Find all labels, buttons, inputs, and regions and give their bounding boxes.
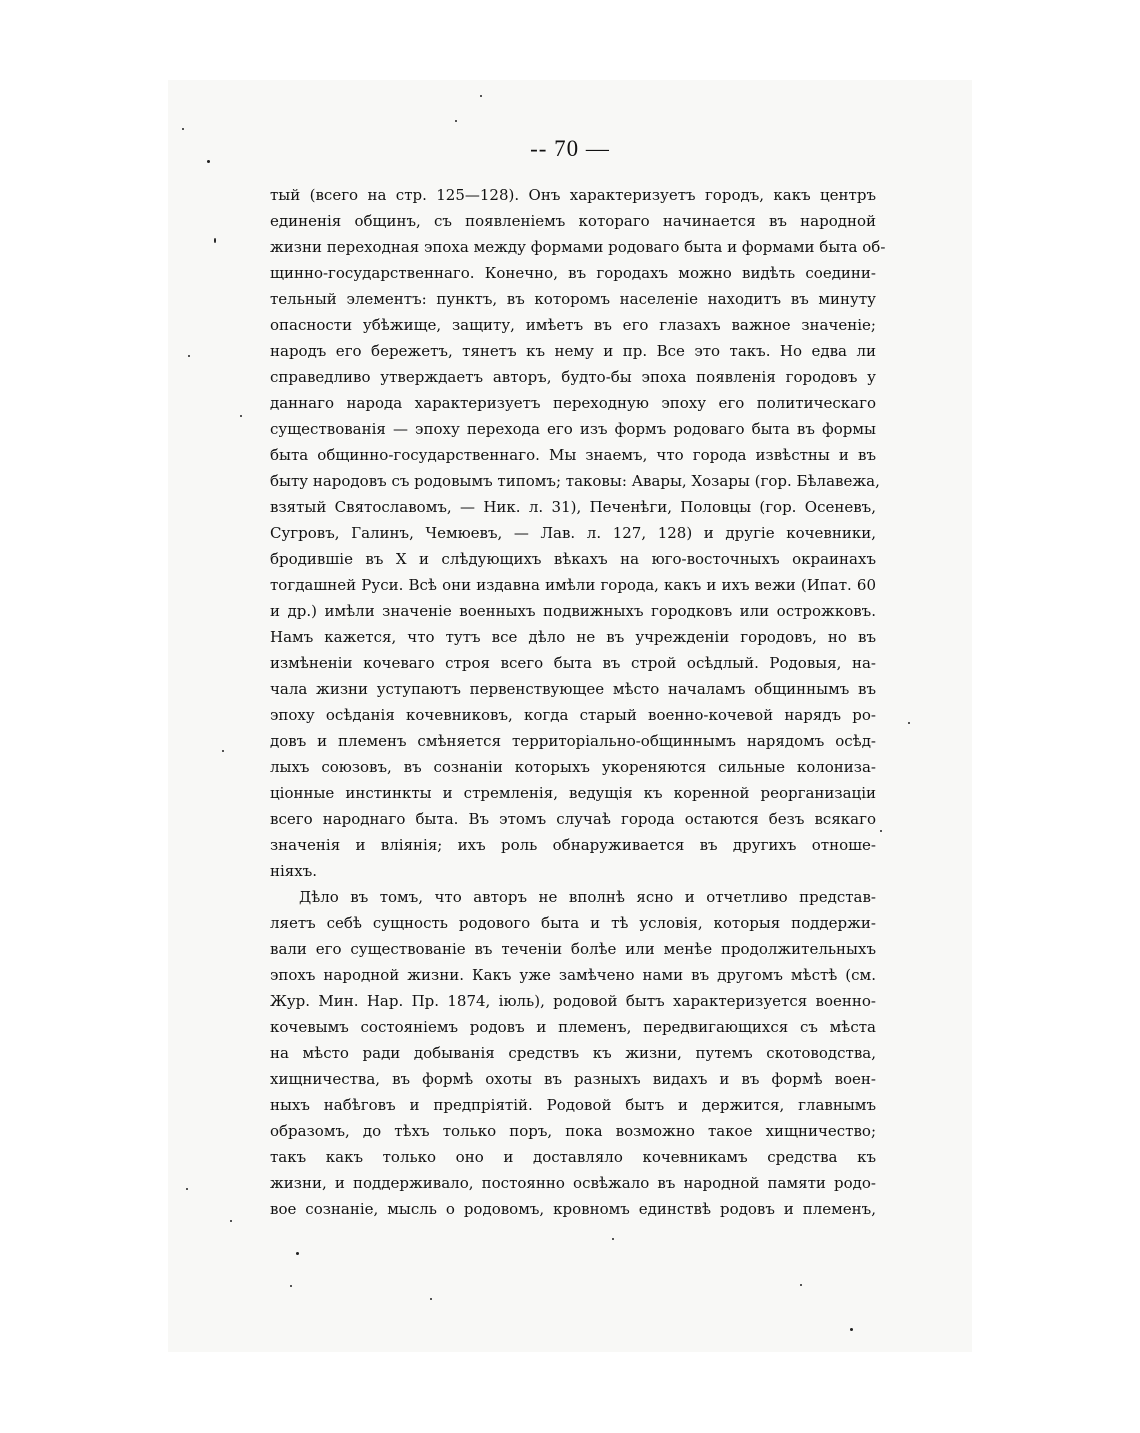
text-line: существованія — эпоху перехода его изъ формъ родоваго быта въ формы xyxy=(270,420,876,438)
scan-speck xyxy=(240,415,242,417)
text-line: Жур. Мин. Нар. Пр. 1874, іюль), родовой бытъ характеризуется военно- xyxy=(270,992,876,1010)
text-line: хищничества, въ формѣ охоты въ разныхъ видахъ и въ формѣ воен- xyxy=(270,1070,876,1088)
text-line: тогдашней Руси. Всѣ они издавна имѣли города, какъ и ихъ вежи (Ипат. 60 xyxy=(270,576,876,594)
text-line: на мѣсто ради добыванія средствъ къ жизни, путемъ скотоводства, xyxy=(270,1044,876,1062)
text-line: значенія и вліянія; ихъ роль обнаруживается въ другихъ отноше- xyxy=(270,836,876,854)
text-line: вое сознаніе, мысль о родовомъ, кровномъ единствѣ родовъ и племенъ, xyxy=(270,1200,876,1218)
text-line: народъ его бережетъ, тянетъ къ нему и пр. Все это такъ. Но едва ли xyxy=(270,342,876,360)
text-line: взятый Святославомъ, — Ник. л. 31), Печенѣги, Половцы (гор. Осеневъ, xyxy=(270,498,876,516)
text-line: быту народовъ съ родовымъ типомъ; таковы: Авары, Хозары (гор. Бѣлавежа, xyxy=(270,472,880,490)
scan-speck xyxy=(214,238,216,243)
text-line: бродившіе въ X и слѣдующихъ вѣкахъ на юго-восточныхъ окраинахъ xyxy=(270,550,876,568)
text-line: жизни, и поддерживало, постоянно освѣжало въ народной памяти родо- xyxy=(270,1174,876,1192)
text-line: измѣненіи кочеваго строя всего быта въ строй осѣдлый. Родовыя, на- xyxy=(270,654,876,672)
text-line: ляетъ себѣ сущность родового быта и тѣ условія, которыя поддержи- xyxy=(270,914,876,932)
scan-speck xyxy=(188,355,190,357)
body-text xyxy=(270,182,886,1222)
text-line: эпохъ народной жизни. Какъ уже замѣчено нами въ другомъ мѣстѣ (см. xyxy=(270,966,876,984)
scan-speck xyxy=(480,95,482,97)
text-line: ціонные инстинкты и стремленія, ведущія къ коренной реорганизаціи xyxy=(270,784,876,802)
text-line: кочевымъ состояніемъ родовъ и племенъ, передвигающихся съ мѣста xyxy=(270,1018,876,1036)
scan-speck xyxy=(908,722,910,724)
text-line: всего народнаго быта. Въ этомъ случаѣ города остаются безъ всякаго xyxy=(270,810,876,828)
text-line: вали его существованіе въ теченіи болѣе или менѣе продолжительныхъ xyxy=(270,940,876,958)
scan-speck xyxy=(880,830,882,832)
paragraph-start-line: Дѣло въ томъ, что авторъ не вполнѣ ясно и отчетливо представ- xyxy=(299,888,876,906)
text-line: тельный элементъ: пунктъ, въ которомъ населеніе находитъ въ минуту xyxy=(270,290,876,308)
text-line: справедливо утверждаетъ авторъ, будто-бы эпоха появленія городовъ у xyxy=(270,368,876,386)
text-line: ныхъ набѣговъ и предпріятій. Родовой бытъ и держится, главнымъ xyxy=(270,1096,876,1114)
text-line: жизни переходная эпоха между формами родоваго быта и формами быта об- xyxy=(270,238,886,256)
scan-speck xyxy=(207,160,210,163)
text-line: быта общинно-государственнаго. Мы знаемъ, что города извѣстны и въ xyxy=(270,446,876,464)
scan-speck xyxy=(612,1238,614,1240)
text-line: такъ какъ только оно и доставляло кочевникамъ средства къ xyxy=(270,1148,876,1166)
scan-speck xyxy=(850,1328,853,1331)
page-number: -- 70 — xyxy=(530,136,610,161)
scan-speck xyxy=(296,1252,299,1255)
scan-speck xyxy=(182,128,184,130)
text-line: щинно-государственнаго. Конечно, въ городахъ можно видѣть соедини- xyxy=(270,264,876,282)
text-line: образомъ, до тѣхъ только поръ, пока возможно такое хищничество; xyxy=(270,1122,876,1140)
text-line: довъ и племенъ смѣняется территоріально-общиннымъ нарядомъ осѣд- xyxy=(270,732,876,750)
text-line: Сугровъ, Галинъ, Чемюевъ, — Лав. л. 127, 128) и другіе кочевники, xyxy=(270,524,876,542)
scan-speck xyxy=(290,1285,292,1287)
text-line: чала жизни уступаютъ первенствующее мѣсто началамъ общиннымъ въ xyxy=(270,680,876,698)
text-line: даннаго народа характеризуетъ переходную эпоху его политическаго xyxy=(270,394,876,412)
text-line: ніяхъ. xyxy=(270,862,318,880)
text-line: лыхъ союзовъ, въ сознаніи которыхъ укореняются сильные колониза- xyxy=(270,758,876,776)
scan-speck xyxy=(222,750,224,752)
text-line: опасности убѣжище, защиту, имѣетъ въ его глазахъ важное значеніе; xyxy=(270,316,876,334)
text-line: эпоху осѣданія кочевниковъ, когда старый военно-кочевой нарядъ ро- xyxy=(270,706,876,724)
text-line: Намъ кажется, что тутъ все дѣло не въ учрежденіи городовъ, но въ xyxy=(270,628,876,646)
scan-speck xyxy=(800,1284,802,1286)
scan-speck xyxy=(186,1188,188,1190)
scan-speck xyxy=(430,1298,432,1300)
text-line: и др.) имѣли значеніе военныхъ подвижныхъ городковъ или острожковъ. xyxy=(270,602,876,620)
text-line: тый (всего на стр. 125—128). Онъ характеризуетъ городъ, какъ центръ xyxy=(270,186,876,204)
scan-speck xyxy=(455,120,457,122)
text-line: единенія общинъ, съ появленіемъ котораго начинается въ народной xyxy=(270,212,876,230)
scan-speck xyxy=(230,1220,232,1222)
